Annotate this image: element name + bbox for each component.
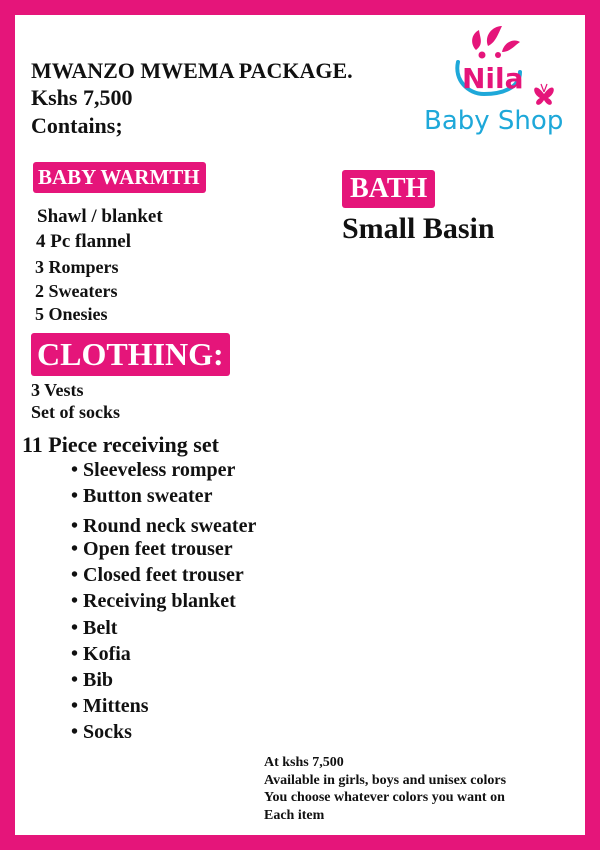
footer-note-line: Available in girls, boys and unisex colors bbox=[264, 772, 507, 788]
receiving-set-item: • Socks bbox=[71, 721, 132, 743]
receiving-set-item: • Bib bbox=[71, 669, 114, 691]
logo-shop-name: Baby Shop bbox=[424, 106, 564, 136]
package-title: MWANZO MWEMA PACKAGE. bbox=[31, 58, 353, 83]
receiving-set-item: • Open feet trouser bbox=[71, 538, 233, 560]
receiving-set-item: • Mittens bbox=[71, 695, 149, 717]
footer-note bbox=[264, 754, 506, 824]
warmth-item: 4 Pc flannel bbox=[36, 231, 131, 252]
warmth-item: 3 Rompers bbox=[35, 257, 119, 277]
baby-warmth-heading: BABY WARMTH bbox=[33, 162, 206, 193]
receiving-set-item: • Button sweater bbox=[71, 485, 213, 507]
receiving-set-item: • Sleeveless romper bbox=[71, 459, 236, 481]
warmth-item: 2 Sweaters bbox=[35, 281, 118, 301]
contains-label: Contains; bbox=[31, 113, 123, 138]
bath-heading: BATH bbox=[342, 170, 435, 208]
logo-wordmark: Nila bbox=[462, 62, 524, 95]
receiving-set-item: • Receiving blanket bbox=[71, 590, 236, 612]
clothing-heading: CLOTHING: bbox=[31, 333, 230, 376]
footer-note-line: Each item bbox=[264, 807, 325, 823]
receiving-set-item: • Round neck sweater bbox=[71, 515, 257, 537]
package-price: Kshs 7,500 bbox=[31, 85, 133, 110]
footer-note-line: At kshs 7,500 bbox=[264, 755, 344, 770]
bath-item: Small Basin bbox=[342, 212, 495, 245]
warmth-item: 5 Onesies bbox=[35, 304, 108, 324]
clothing-item: 3 Vests bbox=[31, 380, 84, 400]
receiving-set-item: • Belt bbox=[71, 617, 118, 639]
receiving-set-title: 11 Piece receiving set bbox=[22, 432, 219, 457]
receiving-set-item: • Kofia bbox=[71, 643, 131, 665]
clothing-item: Set of socks bbox=[31, 402, 120, 422]
warmth-item: Shawl / blanket bbox=[37, 206, 163, 227]
footer-note-line: You choose whatever colors you want on bbox=[264, 790, 505, 805]
receiving-set-item: • Closed feet trouser bbox=[71, 564, 244, 586]
